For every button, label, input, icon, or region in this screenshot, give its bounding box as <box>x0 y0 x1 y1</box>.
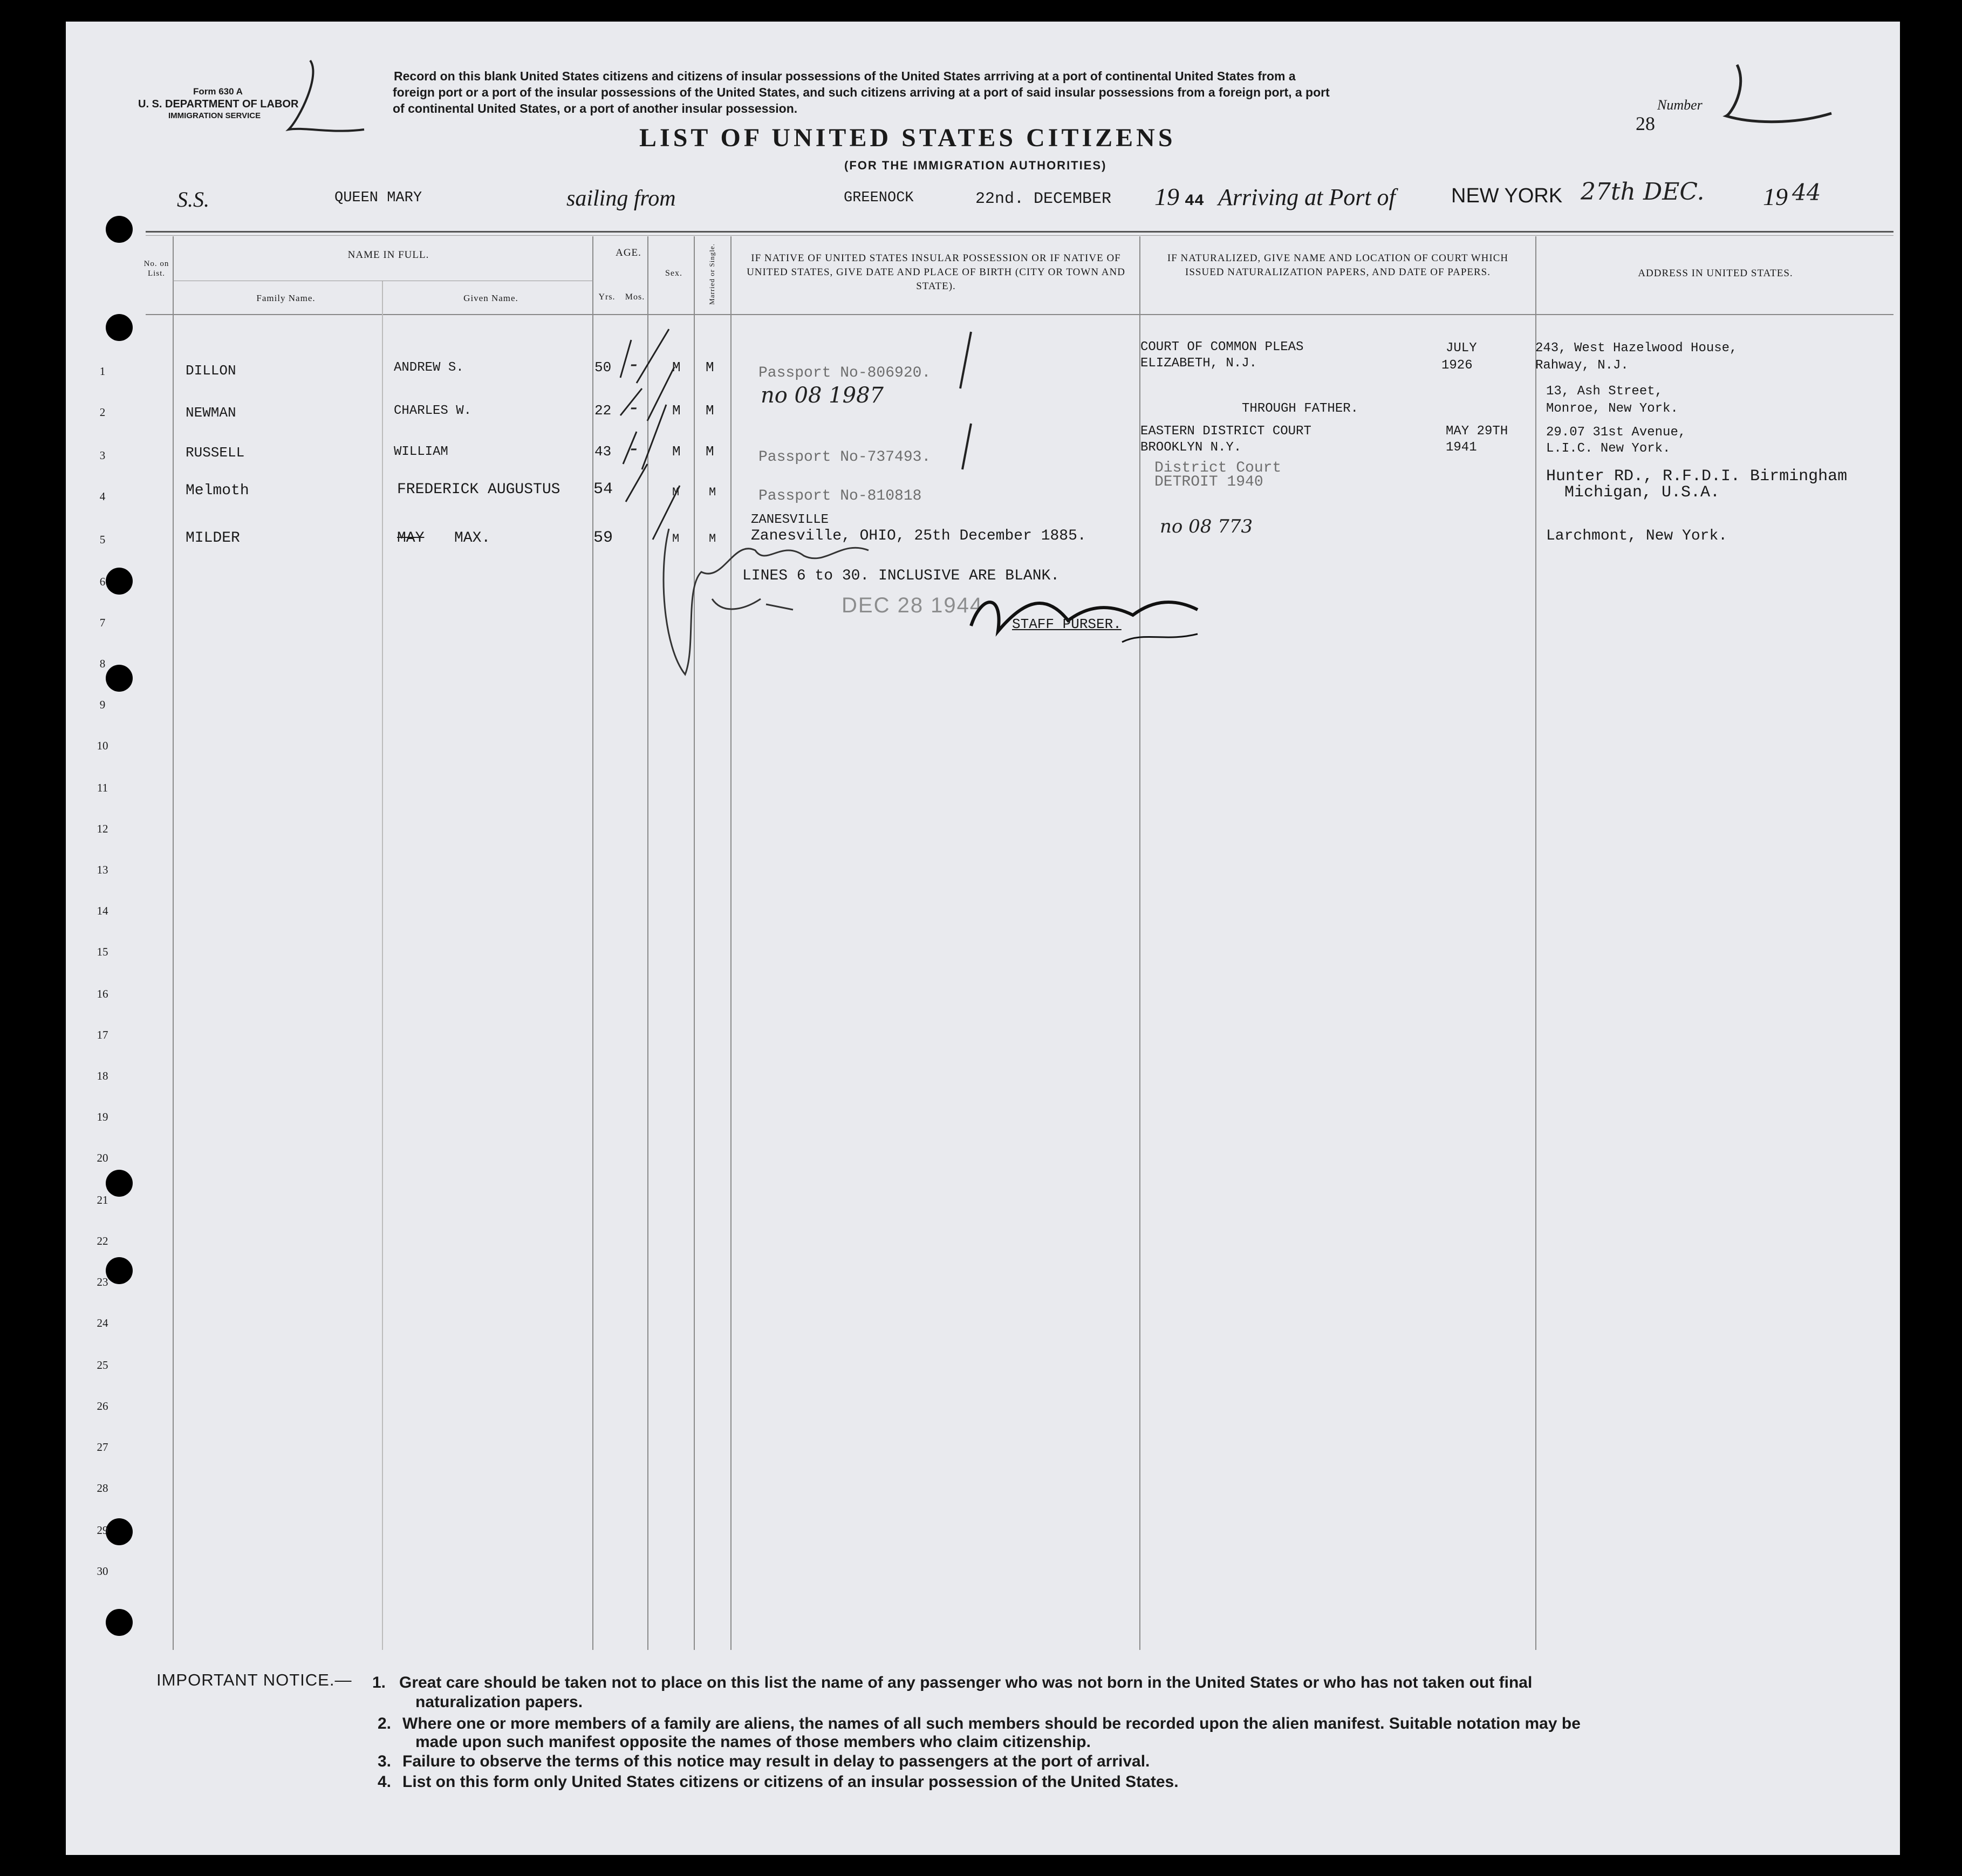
punch-hole <box>106 1170 133 1197</box>
instructions-line-3: of continental United States, or a port of another insular possession. <box>393 101 798 115</box>
row-number: 2 <box>99 406 106 419</box>
notice-item-text: Where one or more members of a family are aliens, the names of all such members should be recorded upon the alien manifest. Suitable notation may be <box>402 1715 1581 1732</box>
given-name: MAX. <box>454 530 491 547</box>
passport-number: Passport No-737493. <box>758 449 931 466</box>
naturalization-note: THROUGH FATHER. <box>1242 401 1359 416</box>
address-line-1: 29.07 31st Avenue, <box>1546 425 1686 440</box>
row-number: 23 <box>97 1275 108 1288</box>
row-number: 9 <box>99 698 106 711</box>
date-from: 22nd. DECEMBER <box>975 190 1112 208</box>
row-number: 28 <box>97 1482 108 1495</box>
row-number: 29 <box>97 1524 108 1537</box>
col-no-on-list: No. on List. <box>143 260 169 278</box>
sex: M <box>672 532 680 545</box>
naturalization-year: 1941 <box>1446 440 1477 455</box>
address-line-1: Larchmont, New York. <box>1546 528 1728 544</box>
notice-item-number: 4. <box>378 1773 392 1791</box>
row-number: 17 <box>97 1028 108 1041</box>
family-name: RUSSELL <box>186 445 245 461</box>
age-years: 59 <box>593 529 613 547</box>
row-number: 25 <box>97 1359 108 1372</box>
row-number: 20 <box>97 1151 108 1164</box>
row-number: 1 <box>99 365 106 378</box>
court-name: District Court <box>1154 460 1282 476</box>
col-native: IF NATIVE OF UNITED STATES INSULAR POSSESSION OR IF NATIVE OF UNITED STATES, GIVE DATE AND PLACE OF BIRTH (CITY OR TOWN AND STATE). <box>747 253 1125 292</box>
page-subtitle: (FOR THE IMMIGRATION AUTHORITIES) <box>844 159 1107 172</box>
col-married-single: Married or Single. <box>708 243 716 305</box>
row-number: 22 <box>97 1234 108 1247</box>
table-top-rule <box>146 231 1893 233</box>
arrival-year-prefix: 19 <box>1763 183 1788 210</box>
age-months: - <box>630 395 638 420</box>
address-line-2: Monroe, New York. <box>1546 401 1678 416</box>
check-mark <box>949 421 982 475</box>
age-years: 22 <box>594 403 612 419</box>
birthplace-and-date: Zanesville, OHIO, 25th December 1885. <box>751 528 1086 544</box>
court-name: COURT OF COMMON PLEAS <box>1140 340 1304 354</box>
column-divider <box>694 236 695 1650</box>
table-top-rule-thin <box>146 235 1893 236</box>
given-name: CHARLES W. <box>394 404 472 418</box>
given-name: WILLIAM <box>394 445 448 459</box>
form-label: Form 630 A <box>193 86 243 97</box>
arriving-label: Arriving at Port of <box>1218 184 1396 210</box>
col-mos: Mos. <box>625 292 645 302</box>
notice-item-text-cont: made upon such manifest opposite the names of those members who claim citizenship. <box>415 1733 1091 1751</box>
row-number: 13 <box>97 863 108 876</box>
address-line-1: 243, West Hazelwood House, <box>1535 341 1738 356</box>
row-number: 11 <box>97 781 108 794</box>
notice-item-text: List on this form only United States citizens or citizens of an insular possession of the United States. <box>402 1773 1179 1791</box>
passport-number: Passport No-806920. <box>758 365 931 381</box>
handwritten-cert-number: no 08 773 <box>1160 516 1253 537</box>
col-name-in-full: NAME IN FULL. <box>347 249 429 261</box>
column-divider <box>730 236 732 1650</box>
family-name: MILDER <box>186 530 240 547</box>
naturalization-date: JULY <box>1446 341 1477 356</box>
notice-item-text-cont: naturalization papers. <box>415 1693 583 1711</box>
sex: M <box>672 359 681 376</box>
ship-name: QUEEN MARY <box>334 190 422 206</box>
row-number: 3 <box>99 449 106 462</box>
page-title: LIST OF UNITED STATES CITIZENS <box>639 124 1176 152</box>
notice-item-text: Failure to observe the terms of this notice may result in delay to passengers at the port of arrival. <box>402 1752 1150 1770</box>
marital-status: M <box>709 532 716 545</box>
row-number: 16 <box>97 987 108 1000</box>
column-divider <box>592 236 593 1650</box>
punch-hole <box>106 1609 133 1636</box>
marital-status: M <box>706 359 714 376</box>
age-months: - <box>630 352 638 377</box>
col-address: ADDRESS IN UNITED STATES. <box>1638 268 1793 279</box>
col-sex: Sex. <box>665 269 682 278</box>
given-name: FREDERICK AUGUSTUS <box>397 481 560 498</box>
col-given-name: Given Name. <box>463 293 518 303</box>
port-from: GREENOCK <box>844 190 914 206</box>
col-family-name: Family Name. <box>256 293 316 303</box>
address-line-1: 13, Ash Street, <box>1546 384 1663 399</box>
punch-hole <box>106 216 133 243</box>
naturalization-year: 1926 <box>1441 358 1473 373</box>
year-suffix: 44 <box>1185 192 1205 210</box>
row-number: 15 <box>97 945 108 958</box>
court-name: EASTERN DISTRICT COURT <box>1140 424 1311 439</box>
column-divider <box>173 236 174 1650</box>
col-yrs: Yrs. <box>598 292 616 302</box>
col-naturalized: IF NATURALIZED, GIVE NAME AND LOCATION OF COURT WHICH ISSUED NATURALIZATION PAPERS, AND DATE OF PAPERS. <box>1167 253 1509 278</box>
row-number: 8 <box>99 657 106 670</box>
marital-status: M <box>709 486 716 499</box>
marital-status: M <box>706 444 714 460</box>
notice-item-text: Great care should be taken not to place on this list the name of any passenger who was not born in the United States or who has not taken out final <box>399 1674 1533 1691</box>
column-divider <box>382 281 383 1650</box>
naturalization-date: MAY 29TH <box>1446 424 1508 439</box>
age-years: 43 <box>594 444 612 460</box>
year-prefix: 19 <box>1154 183 1179 210</box>
given-name: ANDREW S. <box>394 360 464 375</box>
marital-status: M <box>706 403 714 419</box>
row-number: 26 <box>97 1400 108 1413</box>
row-number: 10 <box>97 739 108 752</box>
arrival-year-suffix: 44 <box>1792 179 1821 206</box>
sex: M <box>672 403 681 419</box>
notice-item-number: 3. <box>378 1752 392 1770</box>
number-value: 28 <box>1636 113 1655 134</box>
port-to: NEW YORK <box>1451 185 1563 207</box>
row-number: 4 <box>99 490 106 503</box>
court-location: BROOKLYN N.Y. <box>1140 440 1242 455</box>
row-number: 14 <box>97 904 108 917</box>
handwritten-number-mark <box>278 54 375 140</box>
age-months: - <box>630 436 638 461</box>
inspector-signature <box>653 507 879 680</box>
family-name: DILLON <box>186 363 236 379</box>
passport-number: Passport No-810818 <box>758 488 922 504</box>
service-label: IMMIGRATION SERVICE <box>168 111 261 120</box>
court-location: DETROIT 1940 <box>1154 474 1263 490</box>
instructions-line-1: Record on this blank United States citizens and citizens of insular possessions of the United States arrriving at a port of continental United States from a <box>394 69 1296 83</box>
address-line-2: L.I.C. New York. <box>1546 441 1671 456</box>
age-years: 50 <box>594 359 612 376</box>
row-number: 24 <box>97 1316 108 1329</box>
row-number: 5 <box>99 533 106 546</box>
column-divider <box>1535 236 1536 1650</box>
col-age: AGE. <box>616 247 641 258</box>
address-line-2: Rahway, N.J. <box>1535 358 1629 373</box>
check-mark <box>949 329 982 394</box>
handwritten-cert-number: no 08 1987 <box>761 383 884 408</box>
address-line-1: Hunter RD., R.F.D.I. Birmingham <box>1546 467 1848 486</box>
family-name: NEWMAN <box>186 405 236 421</box>
birthplace-city: ZANESVILLE <box>751 513 829 527</box>
sailing-from-label: sailing from <box>566 186 676 211</box>
notice-label: IMPORTANT NOTICE.— <box>156 1670 352 1689</box>
punch-hole <box>106 314 133 341</box>
staff-purser-label: STAFF PURSER. <box>1012 616 1122 632</box>
notice-item-number: 2. <box>378 1715 392 1732</box>
row-number: 30 <box>97 1565 108 1578</box>
notice-item-number: 1. <box>372 1674 386 1691</box>
row-number: 21 <box>97 1193 108 1206</box>
row-number: 6 <box>99 575 106 588</box>
address-line-2: Michigan, U.S.A. <box>1564 483 1720 502</box>
row-number: 7 <box>99 616 106 629</box>
department-label: U. S. DEPARTMENT OF LABOR <box>138 98 299 110</box>
sex: M <box>672 444 681 460</box>
given-name-struck: MAY <box>397 530 425 547</box>
row-number: 12 <box>97 822 108 835</box>
court-location: ELIZABETH, N.J. <box>1140 356 1257 371</box>
ss-label: S.S. <box>177 187 209 212</box>
row-number: 19 <box>97 1110 108 1123</box>
family-name: Melmoth <box>186 482 249 499</box>
age-years: 54 <box>593 480 613 499</box>
sex: M <box>672 486 680 499</box>
number-label: Number <box>1657 97 1703 113</box>
arrival-date: 27th DEC. <box>1581 178 1705 206</box>
row-number: 18 <box>97 1069 108 1082</box>
handwritten-number-mark <box>1715 54 1840 129</box>
blank-lines-note: LINES 6 to 30. INCLUSIVE ARE BLANK. <box>742 568 1060 584</box>
row-number: 27 <box>97 1441 108 1454</box>
instructions-line-2: foreign port or a port of the insular possessions of the United States, and such citizens arriving at a port of said insular possessions from a foreign port, a port <box>393 85 1330 99</box>
date-stamp: DEC 28 1944 <box>842 594 983 617</box>
header-bottom-rule <box>146 314 1893 315</box>
